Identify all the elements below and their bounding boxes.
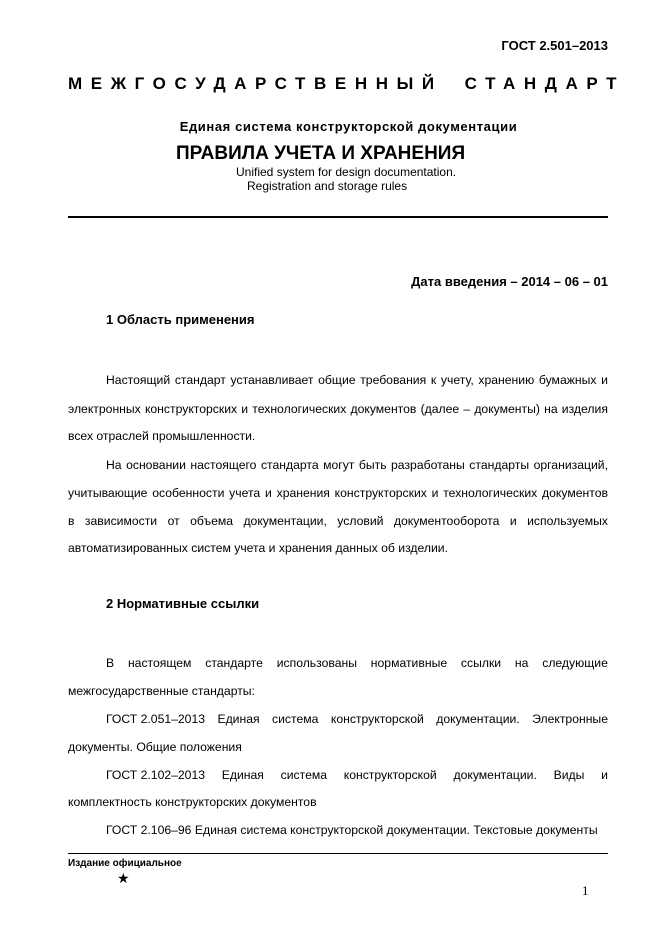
word: бумажных xyxy=(538,373,597,387)
interstate-standard-banner xyxy=(68,74,625,94)
word: стандарте xyxy=(205,656,263,670)
word: организаций, xyxy=(533,458,608,472)
word: к xyxy=(430,373,437,387)
word: стандарта xyxy=(260,458,319,472)
word: ссылки xyxy=(460,656,502,670)
word: документооборота xyxy=(393,514,500,528)
s1-p2-line-1 xyxy=(106,458,608,472)
standard-code: ГОСТ 2.501–2013 xyxy=(501,38,608,53)
word: использованы xyxy=(276,656,357,670)
s1-p1-line-1 xyxy=(106,373,608,387)
word: документы) xyxy=(474,402,540,416)
introduction-date: Дата введения – 2014 – 06 – 01 xyxy=(411,274,608,289)
star-icon: ★ xyxy=(117,870,130,886)
s2-ref1-line-1 xyxy=(106,712,608,726)
word: учета xyxy=(229,486,261,500)
word: технологических xyxy=(252,402,347,416)
word: на xyxy=(514,656,529,670)
banner-word-2: СТАНДАРТ xyxy=(464,74,626,93)
word: В xyxy=(106,656,115,670)
document-main-title: ПРАВИЛА УЧЕТА И ХРАНЕНИЯ xyxy=(176,143,466,164)
word: и xyxy=(601,768,608,782)
title-divider xyxy=(68,216,608,218)
s1-p1-line-3: всех отраслей промышленности. xyxy=(68,429,256,443)
word: изделия xyxy=(561,402,608,416)
word: документов xyxy=(350,402,417,416)
word: учету, xyxy=(440,373,474,387)
word: Единая xyxy=(221,768,264,782)
word: зависимости xyxy=(84,514,158,528)
word: учитывающие xyxy=(68,486,148,500)
word: конструкторских xyxy=(144,402,238,416)
word: стандарты xyxy=(469,458,530,472)
word: могут xyxy=(323,458,355,472)
word: нормативные xyxy=(370,656,448,670)
word: Единая xyxy=(217,712,260,726)
word: – xyxy=(463,402,471,416)
word: электронных xyxy=(68,402,141,416)
section-2-heading: 2 Нормативные ссылки xyxy=(106,596,260,611)
word: общие xyxy=(318,373,356,387)
s1-p2-line-4: автоматизированных систем учета и хранения данных об изделии. xyxy=(68,541,449,555)
s1-p1-line-2 xyxy=(68,402,608,416)
official-edition-label: Издание официальное xyxy=(68,858,182,869)
footer-divider xyxy=(68,853,608,854)
word: документации. xyxy=(453,768,537,782)
word: в xyxy=(68,514,75,528)
word: на xyxy=(544,402,558,416)
word: конструкторской xyxy=(330,712,424,726)
word: документации, xyxy=(243,514,327,528)
system-title: Единая система конструкторской документации xyxy=(179,119,518,134)
word: объема xyxy=(190,514,233,528)
s2-p1-line-1 xyxy=(106,656,608,670)
word: Электронные xyxy=(532,712,608,726)
word: документов xyxy=(542,486,608,500)
s1-p2-line-3 xyxy=(68,514,608,528)
word: настоящем xyxy=(127,656,192,670)
word: требования xyxy=(360,373,427,387)
word: Виды xyxy=(553,768,585,782)
word: используемых xyxy=(527,514,608,528)
s1-p2-line-2 xyxy=(68,486,608,500)
word: особенности xyxy=(152,486,225,500)
word: документации. xyxy=(436,712,520,726)
word: от xyxy=(167,514,180,528)
english-title-line-2: Registration and storage rules xyxy=(247,179,408,193)
page-number: 1 xyxy=(582,883,589,898)
word: хранению xyxy=(478,373,535,387)
word: условий xyxy=(337,514,384,528)
word: следующие xyxy=(542,656,608,670)
word: технологических xyxy=(443,486,538,500)
word: быть xyxy=(358,458,387,472)
word: На xyxy=(106,458,122,472)
banner-word-1: МЕЖГОСУДАРСТВЕННЫЙ xyxy=(68,74,443,93)
word: хранения xyxy=(276,486,330,500)
section-1-heading: 1 Область применения xyxy=(106,312,255,327)
s2-ref2-line-2: комплектность конструкторских документов xyxy=(68,795,317,809)
word: и xyxy=(431,486,439,500)
english-title-line-1: Unified system for design documentation. xyxy=(236,165,457,179)
word: (далее xyxy=(420,402,460,416)
word: основании xyxy=(126,458,186,472)
word: ГОСТ 2.102–2013 xyxy=(106,768,206,782)
word: система xyxy=(272,712,319,726)
word: и xyxy=(265,486,272,500)
s2-ref2-line-1 xyxy=(106,768,608,782)
s2-ref3-line-1: ГОСТ 2.106–96 Единая система конструкторской документации. Текстовые документы xyxy=(106,823,598,837)
s2-ref1-line-2: документы. Общие положения xyxy=(68,740,242,754)
word: разработаны xyxy=(391,458,465,472)
word: устанавливает xyxy=(230,373,314,387)
word: Настоящий xyxy=(106,373,171,387)
s2-p1-line-2: межгосударственные стандарты: xyxy=(68,684,255,698)
word: и xyxy=(241,402,249,416)
word: и xyxy=(509,514,517,528)
word: конструкторской xyxy=(343,768,437,782)
word: система xyxy=(280,768,328,782)
word: ГОСТ 2.051–2013 xyxy=(106,712,206,726)
word: конструкторских xyxy=(334,486,427,500)
word: и xyxy=(601,373,608,387)
word: стандарт xyxy=(174,373,226,387)
word: настоящего xyxy=(190,458,257,472)
